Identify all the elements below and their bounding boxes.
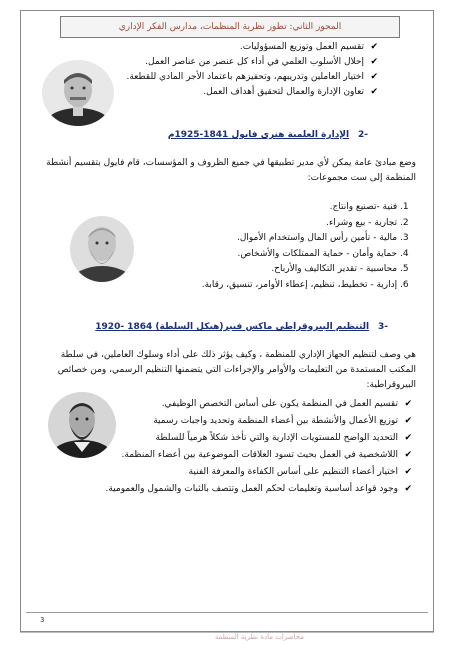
item-number: 5. [400, 264, 409, 274]
portrait-fayol [70, 216, 134, 282]
list-item: ✔ اختيار أعضاء التنظيم على أساس الكفاءة والمعرفة الفنية [106, 464, 413, 481]
sec1-list [127, 40, 379, 100]
item-text: مالية - تأمين رأس المال واستخدام الأموال. [236, 233, 398, 243]
section2-number: -2 [357, 130, 368, 140]
section3-title: التنظيم البيروقراطي ماكس فيبر(هيكل السلطة) 1864 -1920 [95, 322, 370, 332]
item-text: تجارية - بيع وشراء. [326, 217, 398, 228]
section2-title: الإدارة العلمية هنري فايول 1841-1925م [167, 130, 350, 140]
item-number: 1. [400, 202, 409, 212]
section2-heading [168, 128, 368, 142]
section3-number: -3 [377, 322, 388, 332]
list-item [202, 278, 414, 294]
item-text: فنية -تصنيع وانتاج. [329, 202, 398, 212]
list-item [202, 200, 414, 216]
section3-intro: هي وصف لتنظيم الجهاز الإداري للمنظمة ، وكيف يؤثر ذلك على أداء وسلوك العاملين، في سلطة المكتب المستمدة من التعليمات والأوامر والإجراءات التي يتضمنها التنظيم الرسمي، ومن خصائص البيروقراطية: [57, 350, 416, 390]
section2-list [202, 200, 414, 293]
item-text: حماية وأمان - حماية الممتلكات والأشخاص. [237, 248, 398, 259]
item-text: إدارية - تخطيط، تنظيم، إعطاء الأوامر، تنسيق، رقابة. [201, 279, 398, 290]
item-number: 6. [400, 279, 409, 290]
list-item: ✔ تعاون الإدارة والعمال لتحقيق أهداف العمل. [127, 85, 379, 100]
section3-heading [95, 320, 388, 334]
list-item [202, 247, 414, 263]
item-number: 4. [400, 248, 409, 259]
list-item: ✔ وجود قواعد أساسية وتعليمات لحكم العمل وتتصف بالثبات والشمول والعمومية. [106, 481, 413, 498]
list-item: ✔ توزيع الأعمال والأنشطة بين أعضاء المنظمة وتحديد واجبات رسمية [106, 413, 413, 430]
list-item: ✔ اللاشخصية في العمل بحيث تسود العلاقات الموضوعية بين أعضاء المنظمة. [106, 447, 413, 464]
list-item [202, 231, 414, 247]
list-item: ✔ التحديد الواضح للمستويات الإدارية والتي تأخذ شكلاً هرمياً للسلطة [106, 430, 413, 447]
portrait-taylor [42, 60, 114, 126]
item-text: محاسبية - تقدير التكاليف والأرباح. [271, 264, 398, 274]
page-number: 3 [40, 616, 45, 624]
list-item [202, 216, 414, 232]
footer-text: محاضرات مادة نظرية المنظمة [214, 633, 304, 641]
list-item: ✔ تقسيم العمل في المنظمة يكون على أساس التخصص الوظيفي. [106, 396, 413, 413]
item-number: 2. [400, 217, 409, 228]
list-item: ✔ تقسيم العمل وتوزيع المسؤوليات. [127, 40, 379, 55]
footer-divider [26, 612, 428, 613]
section2-intro: وضع مبادئ عامة يمكن لأي مدير تطبيقها في جميع الظروف و المؤسسات، قام فايول بتقسيم أنشطة المنظمة إلى ست مجموعات: [46, 158, 416, 183]
section3-list [106, 396, 413, 498]
item-number: 3. [400, 233, 409, 243]
list-item: ✔ إحلال الأسلوب العلمي في أداء كل عنصر من عناصر العمل. [127, 55, 379, 70]
list-item [202, 262, 414, 278]
page-header: المحور الثاني: تطور نظرية المنظمات، مدارس الفكر الإداري [60, 16, 400, 38]
list-item: ✔ اختيار العاملين وتدريبهم، وتحفيزهم باعتماد الأجر المادي للقطعة. [127, 70, 379, 85]
